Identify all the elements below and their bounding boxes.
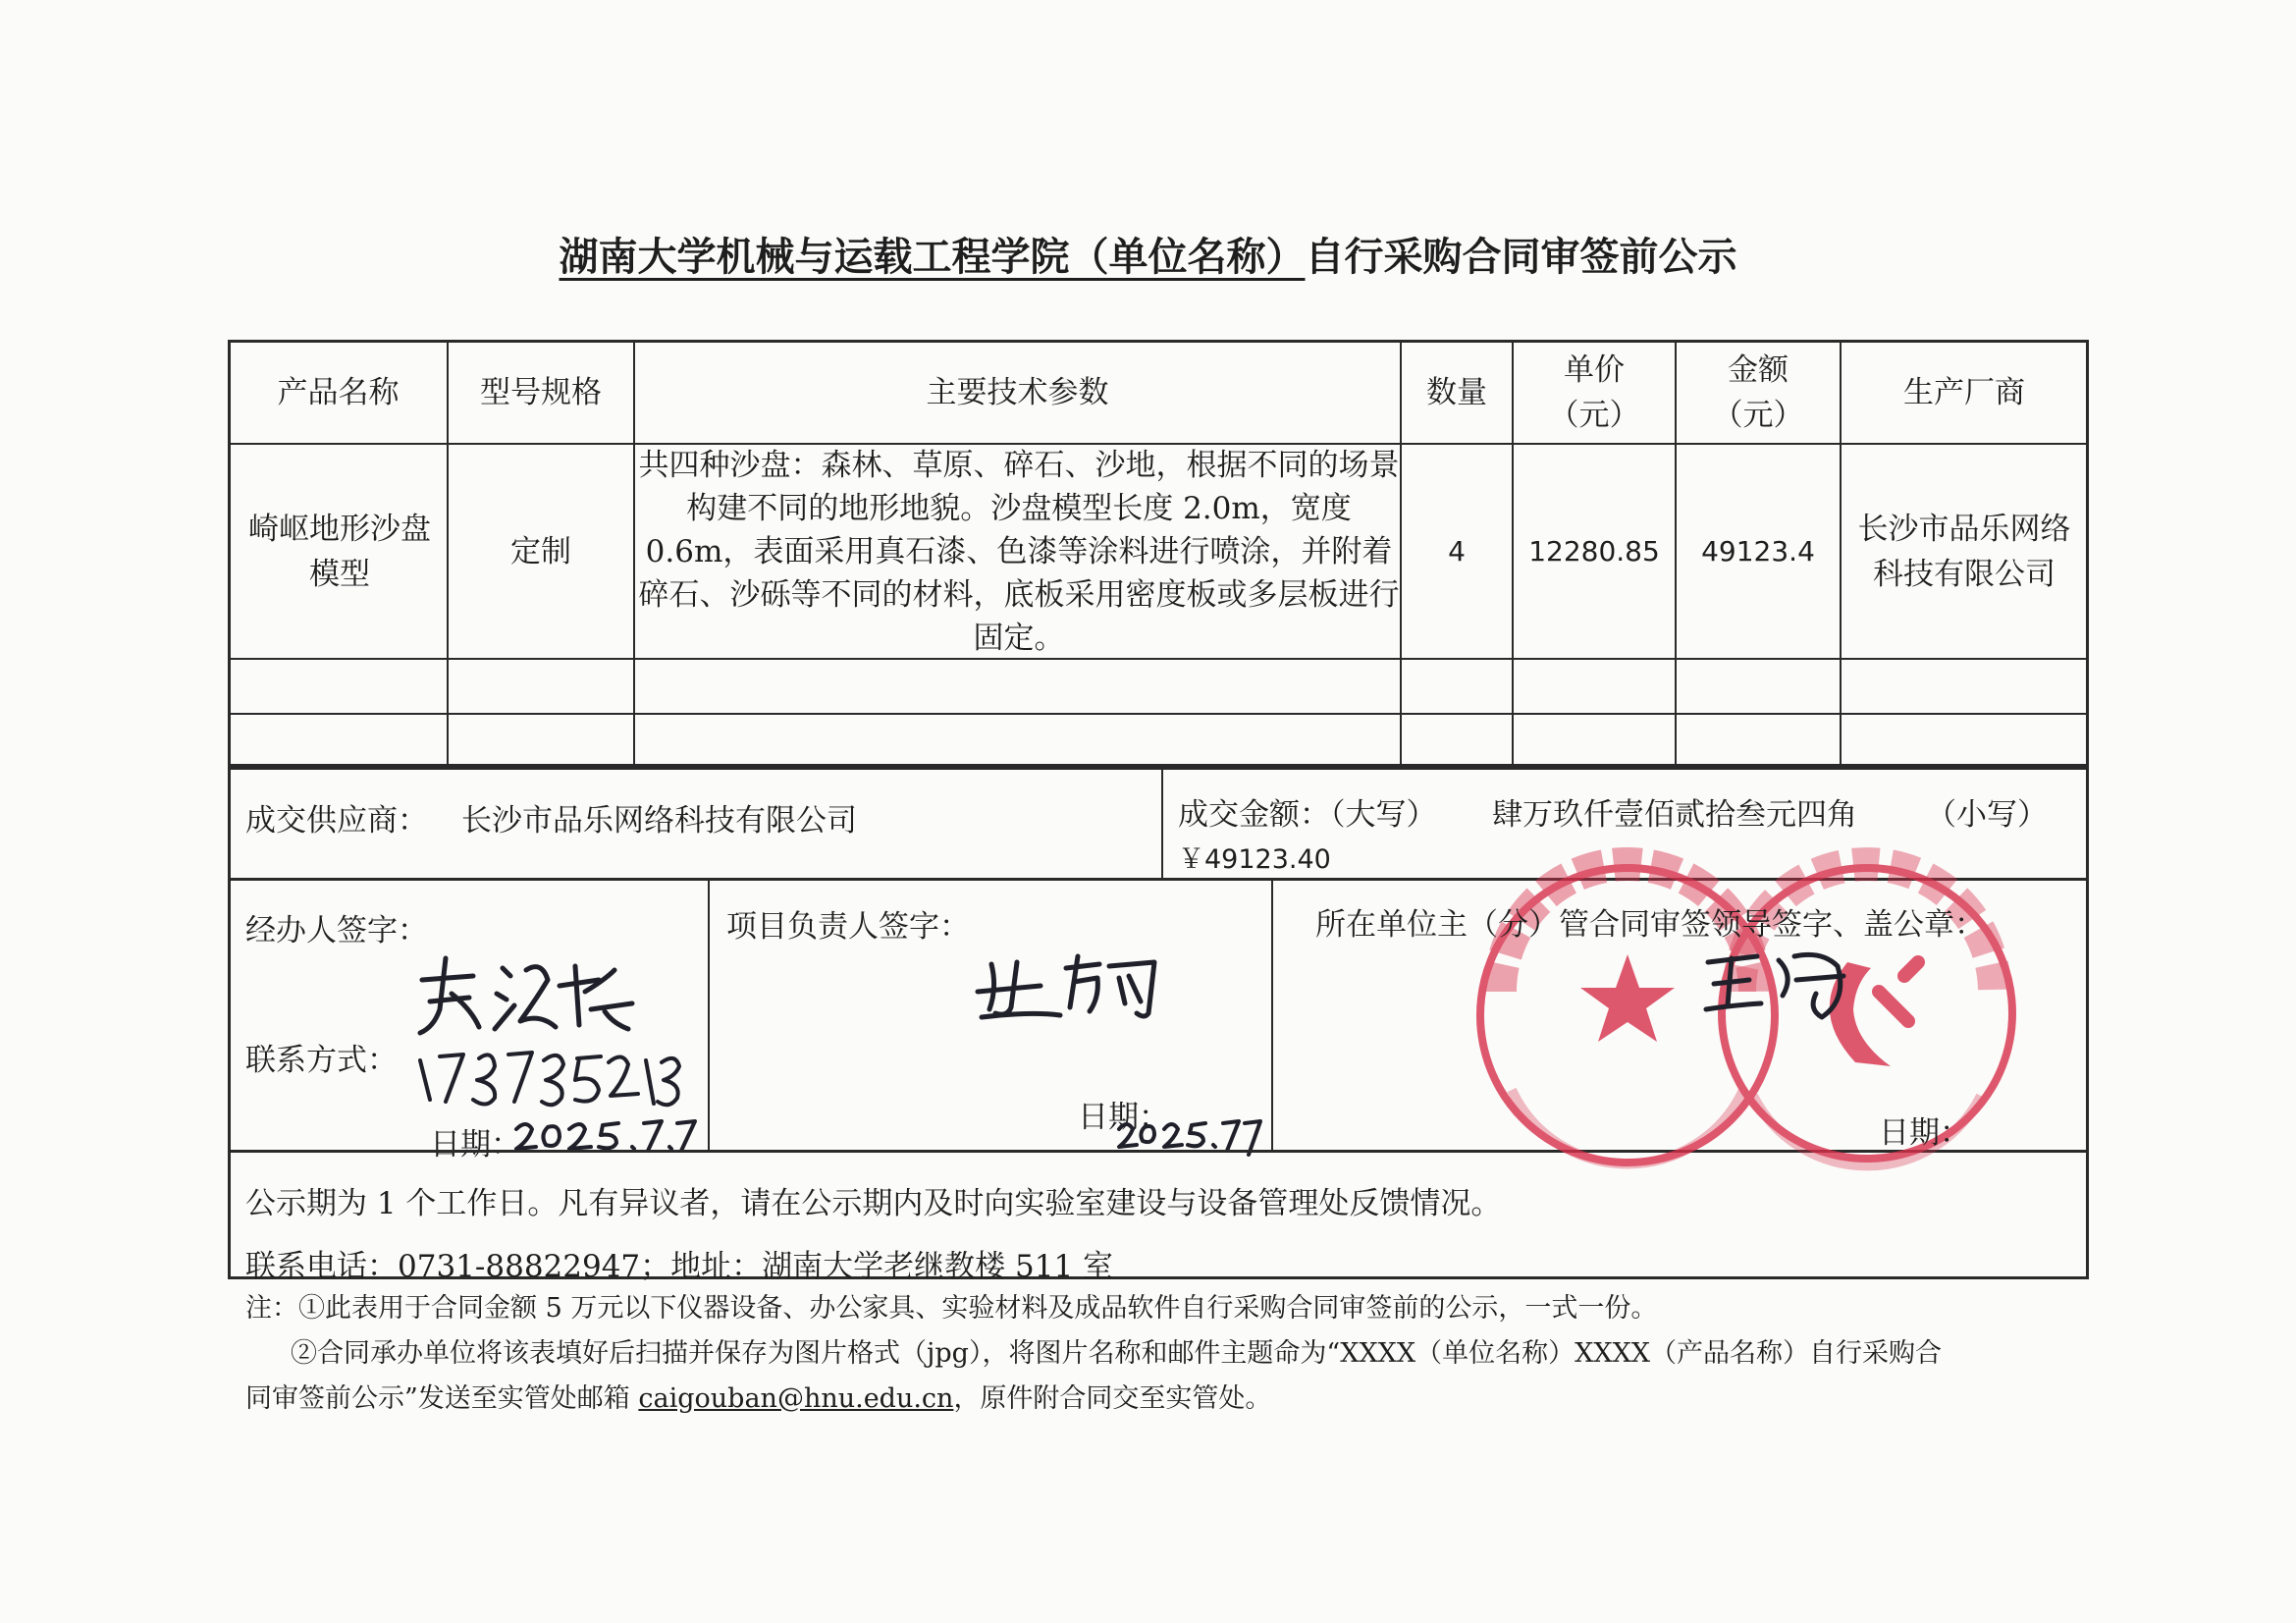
cell-manufacturer: 长沙市品乐网络科技有限公司 — [1857, 511, 2071, 592]
header-unit-price-line2: （元） — [1548, 397, 1640, 433]
note-line2: ②合同承办单位将该表填好后扫描并保存为图片格式（jpg），将图片名称和邮件主题命为“XXXX（单位名称）XXXX（产品名称）自行采购合 — [291, 1338, 1943, 1369]
note-line3 — [245, 1377, 1271, 1415]
header-amount-line2: （元） — [1712, 397, 1804, 433]
handler-signature-image — [412, 950, 648, 1039]
project-date-label: 日期： — [1078, 1100, 1169, 1135]
cell-params: 共四种沙盘：森林、草原、碎石、沙地，根据不同的场景构建不同的地形地貌。沙盘模型长度 2.0m，宽度 0.6m，表面采用真石漆、色漆等涂料进行喷涂，并附着碎石、沙砾等不同的材料，底板采用密度板或多层板进行固定。 — [638, 448, 1400, 656]
contact-label: 联系方式： — [245, 1043, 398, 1078]
deal-amount-lowercase: ￥49123.40 — [1178, 844, 1331, 875]
supplier-label: 成交供应商： — [245, 803, 428, 839]
cell-model: 定制 — [510, 533, 571, 569]
deal-amount-small-label: （小写） — [1926, 797, 2048, 833]
note-line1: 注：①此表用于合同金额 5 万元以下仪器设备、办公家具、实验材料及成品软件自行采购合同审签前的公示，一式一份。 — [245, 1293, 1658, 1324]
unit-leader-label: 所在单位主（分）管合同审签领导签字、盖公章： — [1315, 907, 1985, 943]
cell-quantity: 4 — [1448, 534, 1466, 568]
row-divider — [230, 713, 2087, 715]
deal-amount-label: 成交金额：（大写） — [1178, 797, 1437, 833]
signature-divider — [1271, 880, 1273, 1151]
notice-line1: 公示期为 1 个工作日。凡有异议者，请在公示期内及时向实验室建设与设备管理处反馈情况。 — [245, 1186, 1502, 1221]
header-manufacturer: 生产厂商 — [1903, 374, 2025, 410]
title-unit-name: 湖南大学机械与运载工程学院（单位名称） — [559, 235, 1306, 280]
unit-date-label: 日期： — [1879, 1115, 1970, 1151]
supplier-name: 长沙市品乐网络科技有限公司 — [461, 803, 857, 839]
cell-product-name: 崎岖地形沙盘模型 — [248, 511, 431, 592]
header-amount — [1677, 342, 1840, 443]
project-leader-signature-image — [972, 948, 1168, 1027]
signature-divider — [708, 880, 710, 1151]
handler-date-label: 日期： — [430, 1127, 521, 1163]
notice-line2: 联系电话：0731-88822947；地址：湖南大学老继教楼 511 室 — [245, 1249, 1114, 1284]
deal-divider — [1161, 769, 1163, 879]
cell-unit-price: 12280.85 — [1528, 534, 1660, 568]
deal-amount-uppercase: 肆万玖仟壹佰贰拾叁元四角 — [1492, 797, 1857, 833]
handler-label: 经办人签字： — [245, 913, 428, 948]
header-unit-price-line1: 单价 — [1564, 352, 1625, 388]
page-title — [0, 226, 2296, 282]
header-quantity: 数量 — [1426, 374, 1487, 410]
unit-leader-signature-image — [1700, 941, 1867, 1029]
project-leader-label: 项目负责人签字： — [726, 909, 970, 945]
header-model: 型号规格 — [480, 374, 602, 410]
email-link[interactable]: caigouban@hnu.edu.cn — [638, 1383, 954, 1414]
header-product-name: 产品名称 — [277, 374, 400, 410]
title-rest: 自行采购合同审签前公示 — [1305, 235, 1737, 280]
header-params: 主要技术参数 — [926, 374, 1109, 410]
cell-amount: 49123.4 — [1701, 534, 1815, 568]
note-line3-prefix: 同审签前公示”发送至实管处邮箱 — [245, 1383, 639, 1414]
note-line3-suffix: ，原件附合同交至实管处。 — [953, 1383, 1272, 1414]
contact-handwriting — [412, 1041, 687, 1119]
header-unit-price — [1514, 342, 1675, 443]
header-amount-line1: 金额 — [1728, 352, 1789, 388]
